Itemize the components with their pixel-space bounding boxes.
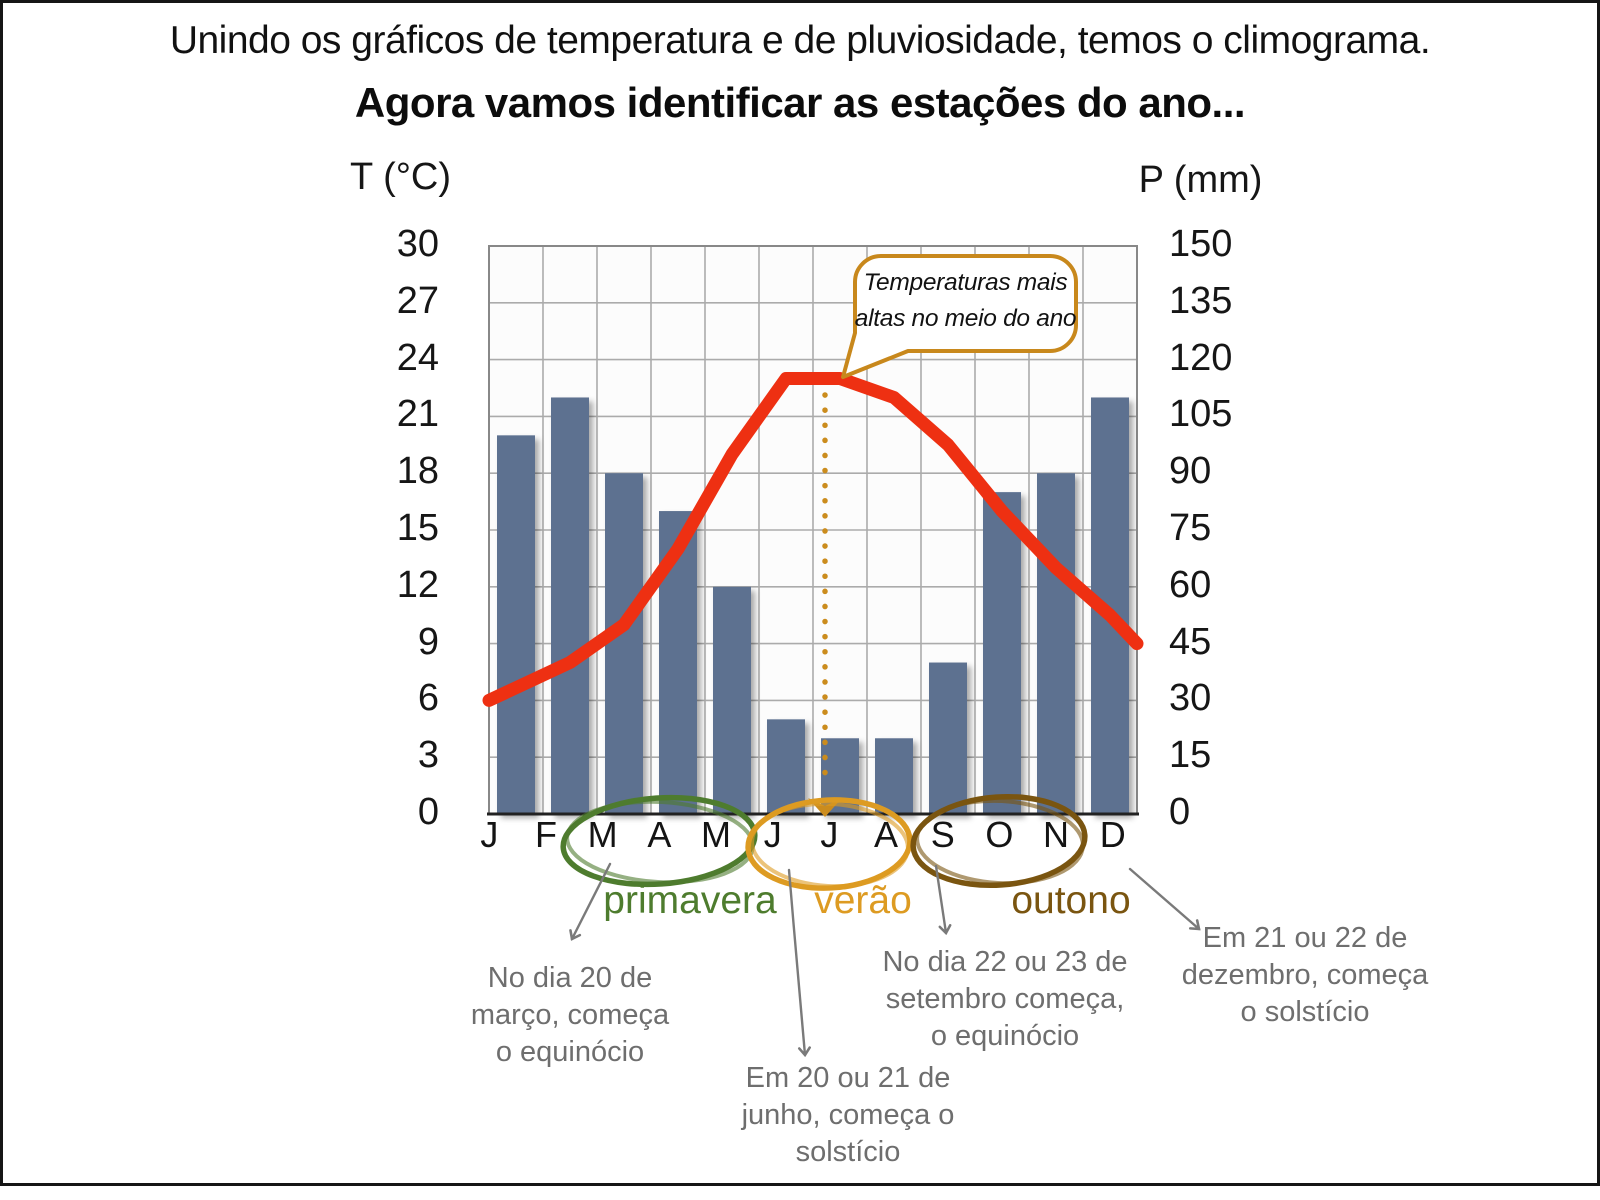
p-tick: 0	[1169, 791, 1191, 833]
month-label: J	[480, 814, 499, 855]
t-tick: 24	[396, 336, 439, 379]
t-tick: 30	[396, 223, 439, 265]
season-label-outono: outono	[1011, 879, 1131, 922]
t-tick: 18	[396, 450, 439, 493]
month-label: O	[985, 814, 1014, 855]
season-label-verao: verão	[814, 879, 912, 922]
month-label: F	[535, 814, 557, 855]
month-label: D	[1099, 814, 1126, 855]
temp-axis-title: T (°C)	[349, 156, 452, 198]
callout-line2: altas no meio do ano	[854, 305, 1077, 332]
month-axis-labels	[461, 814, 1141, 856]
p-tick: 120	[1169, 336, 1233, 379]
p-tick: 75	[1169, 507, 1212, 549]
month-label: M	[701, 814, 732, 855]
p-tick: 150	[1169, 223, 1233, 265]
slide-subtitle: Agora vamos identificar as estações do ano...	[354, 79, 1246, 126]
p-tick: 45	[1169, 620, 1212, 663]
p-tick: 135	[1169, 279, 1233, 322]
precip-axis-title: P (mm)	[1138, 159, 1263, 201]
month-label: M	[587, 814, 618, 855]
t-tick: 27	[396, 279, 439, 322]
p-tick: 60	[1169, 563, 1212, 606]
month-label: A	[874, 814, 899, 855]
month-label: S	[930, 814, 955, 855]
t-tick: 0	[417, 791, 439, 833]
callout-line1: Temperaturas mais	[863, 269, 1068, 296]
p-tick: 90	[1169, 450, 1212, 493]
season-label-primavera: primavera	[603, 879, 777, 922]
p-tick: 105	[1169, 393, 1233, 436]
annotation-march: No dia 20 de março, começa o equinócio	[470, 962, 670, 1068]
annotation-september: No dia 22 ou 23 de setembro começa, o equinócio	[882, 946, 1128, 1052]
annotation-june: Em 20 ou 21 de junho, começa o solstício	[741, 1062, 955, 1168]
t-tick: 12	[396, 563, 439, 606]
t-tick: 21	[396, 393, 439, 436]
month-label: N	[1043, 814, 1070, 855]
month-label: J	[820, 814, 839, 855]
p-tick: 15	[1169, 734, 1212, 777]
t-tick: 9	[417, 620, 439, 663]
p-tick: 30	[1169, 677, 1212, 720]
t-tick: 6	[417, 677, 439, 720]
t-tick: 15	[396, 507, 439, 549]
callout-text	[848, 265, 1083, 337]
month-label: J	[763, 814, 782, 855]
slide-title: Unindo os gráficos de temperatura e de pluviosidade, temos o climograma.	[169, 19, 1431, 62]
t-tick: 3	[417, 734, 439, 777]
month-label: A	[647, 814, 672, 855]
annotation-december: Em 21 ou 22 de dezembro, começa o solstício	[1181, 922, 1429, 1028]
